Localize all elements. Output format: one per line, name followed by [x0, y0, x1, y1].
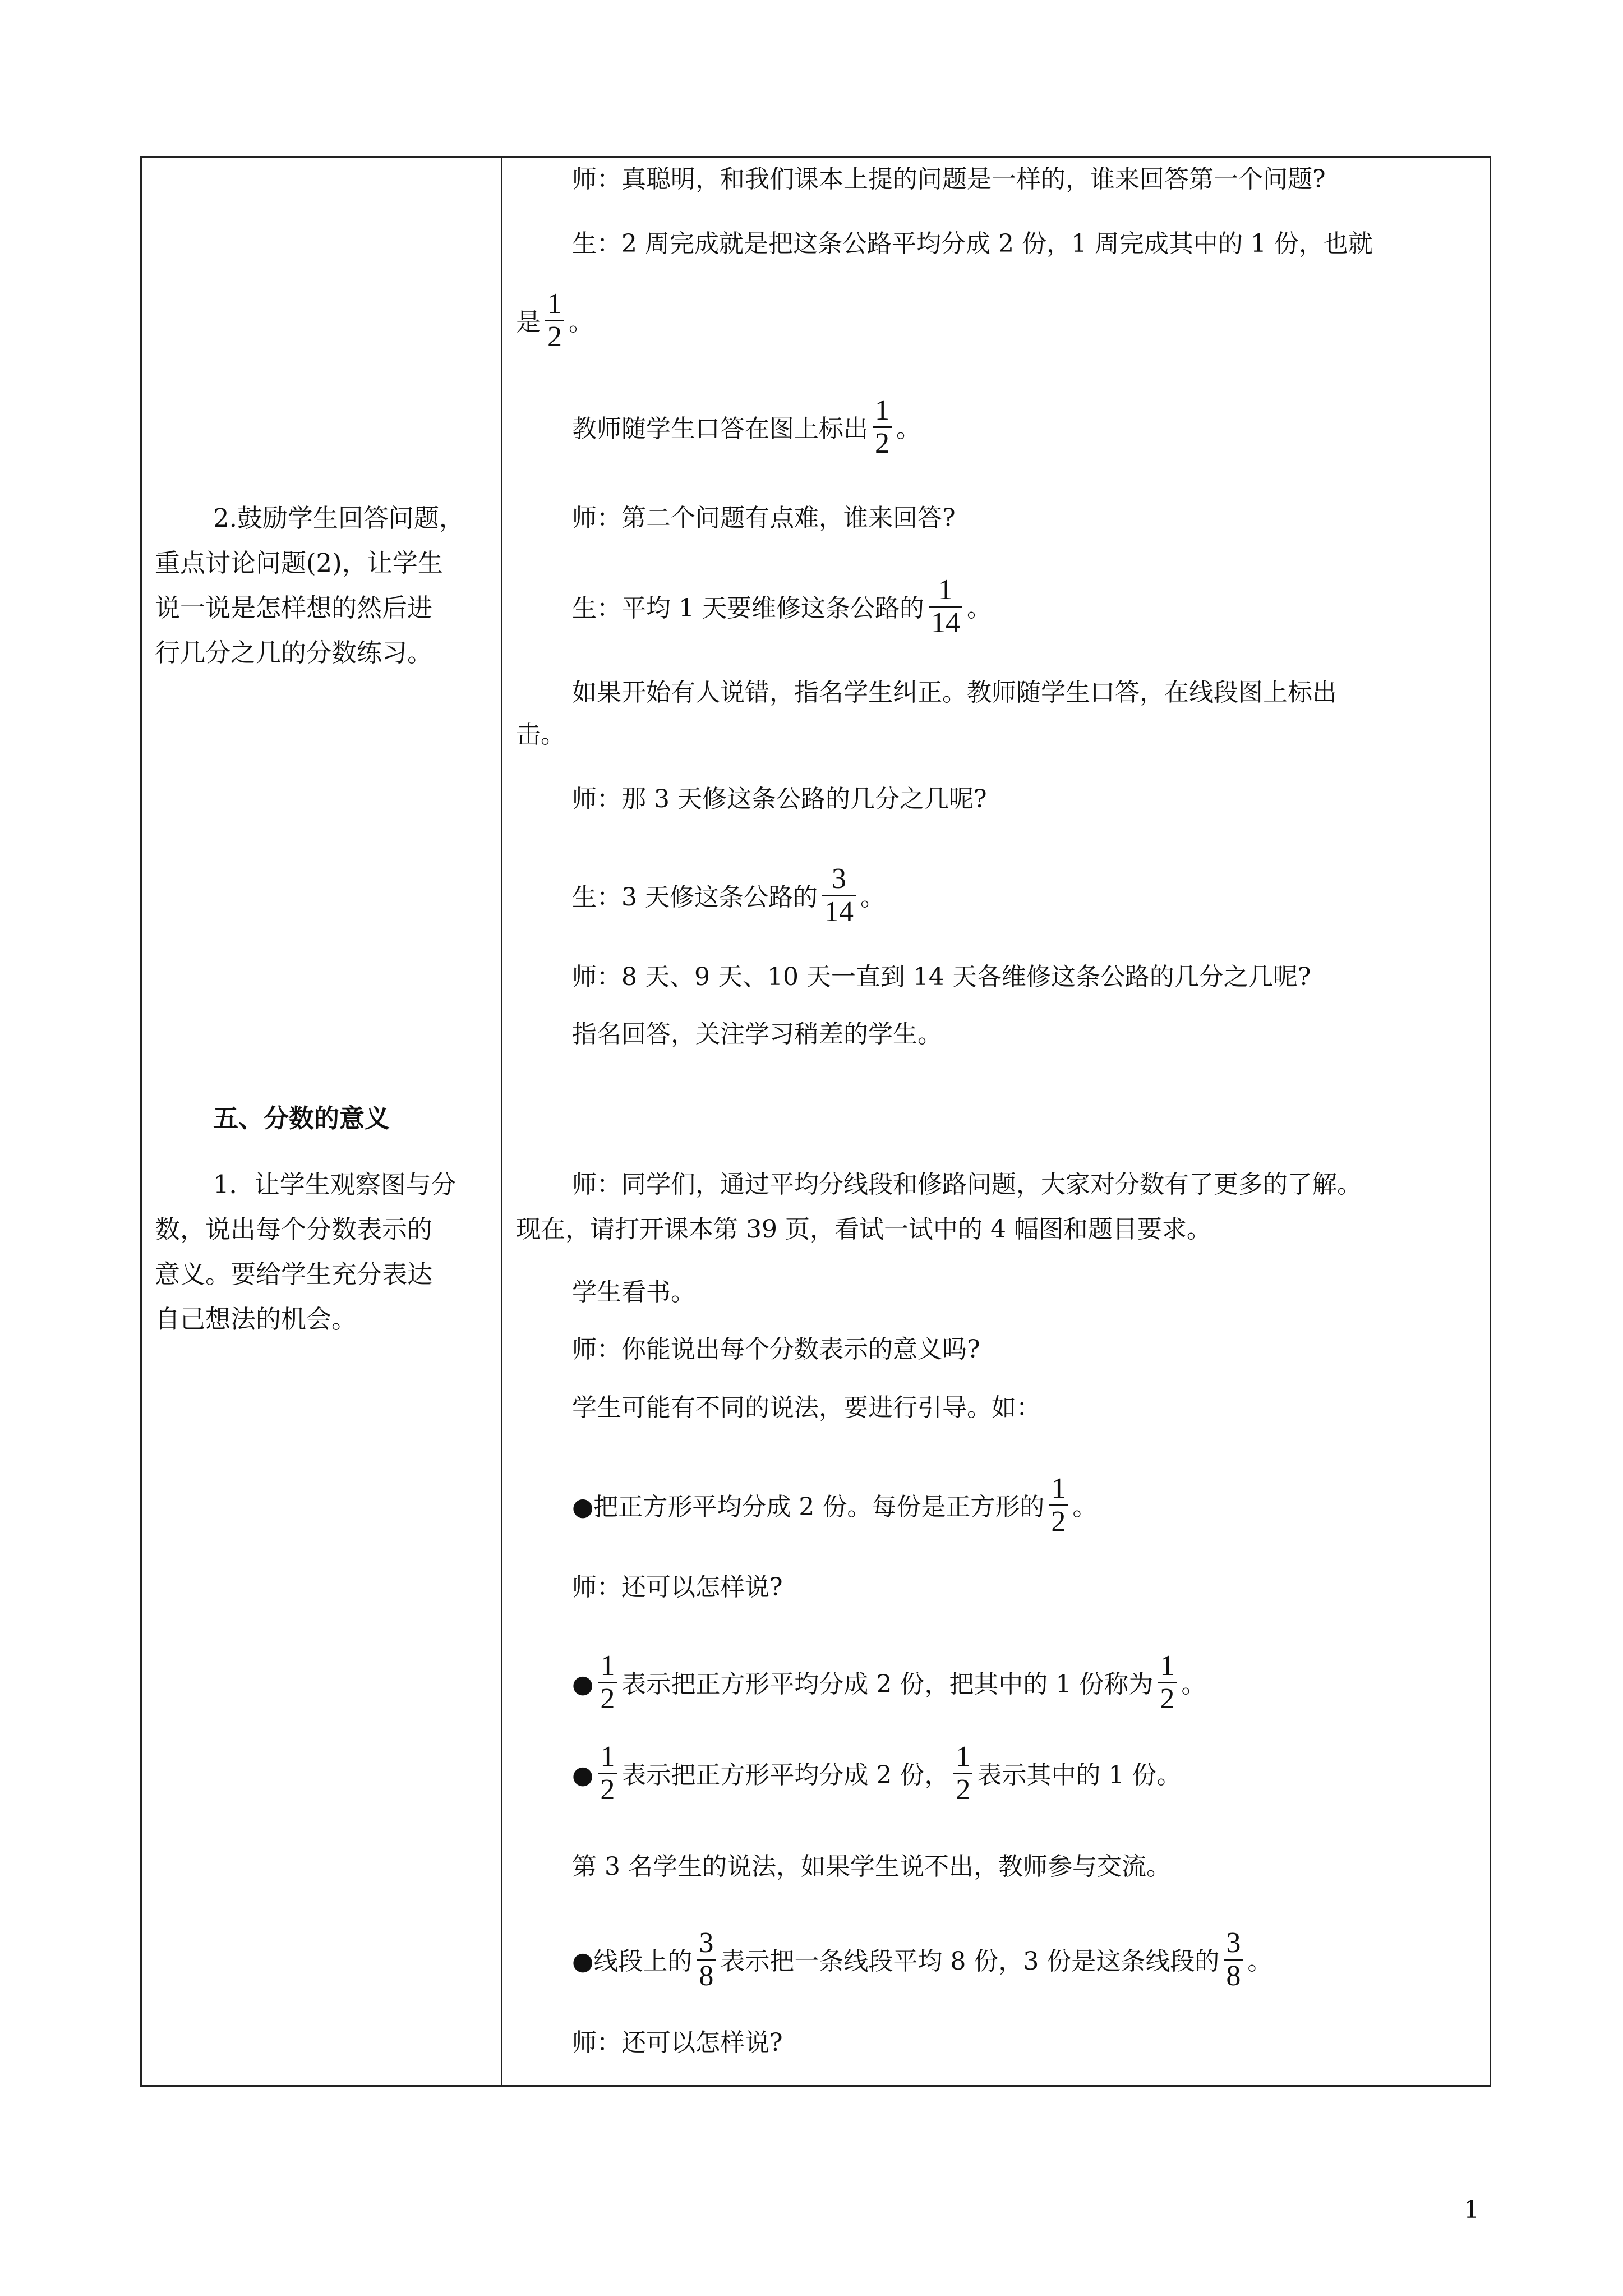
left-item1-line1: 1．让学生观察图与分 [213, 1170, 457, 1199]
teacher-line-7: 师：还可以怎样说? [572, 1573, 783, 1602]
teacher-line-4: 师：8 天、9 天、10 天一直到 14 天各维修这条公路的几分之几呢? [572, 963, 1311, 991]
teacher-mark-line: 教师随学生口答在图上标出 $\frac{1}{2}$ 。 [572, 394, 921, 459]
fraction-one-half: $\frac{1}{2}$ [873, 395, 892, 459]
teacher-line-2: 师：第二个问题有点难，谁来回答? [572, 504, 956, 532]
fraction-three-eighths: $\frac{3}{8}$ [1224, 1927, 1243, 1992]
fraction-one-half: $\frac{1}{2}$ [598, 1741, 617, 1806]
left-item1-line3: 意义。要给学生充分表达 [155, 1259, 433, 1289]
correction-line-cont: 击。 [516, 720, 565, 749]
instruction-line: 指名回答，关注学习稍差的学生。 [572, 1020, 942, 1048]
teacher-line-6: 师：你能说出每个分数表示的意义吗? [572, 1335, 980, 1364]
answer-bullet-1: ●把正方形平均分成 2 份。每份是正方形的 $\frac{1}{2}$ 。 [572, 1473, 1098, 1538]
answer-bullet-3: ● $\frac{1}{2}$ 表示把正方形平均分成 2 份， $\frac{1}{2}$ 表示其中的 1 份。 [572, 1741, 1182, 1806]
page-number: 1 [1464, 2196, 1479, 2224]
answer-bullet-2: ● $\frac{1}{2}$ 表示把正方形平均分成 2 份，把其中的 1 份称为 $\frac{1}{2}$ 。 [572, 1650, 1206, 1715]
fraction-one-fourteenth: $\frac{1}{14}$ [929, 574, 962, 639]
guidance-line: 学生可能有不同的说法，要进行引导。如： [572, 1393, 1041, 1422]
left-item2-line4: 行几分之几的分数练习。 [155, 638, 433, 668]
left-item2-line1: 2.鼓励学生回答问题， [213, 503, 464, 533]
fraction-one-half: $\frac{1}{2}$ [953, 1741, 972, 1806]
fraction-one-half: $\frac{1}{2}$ [1049, 1473, 1068, 1538]
student-line-3: 生：3 天修这条公路的 $\frac{3}{14}$ 。 [572, 863, 885, 928]
teacher-line-5-cont: 现在，请打开课本第 39 页，看试一试中的 4 幅图和题目要求。 [516, 1215, 1211, 1244]
teacher-line-8: 师：还可以怎样说? [572, 2028, 783, 2057]
student-line-1-cont: 是 $\frac{1}{2}$ 。 [516, 288, 593, 353]
fraction-three-fourteenths: $\frac{3}{14}$ [822, 863, 856, 928]
fraction-three-eighths: $\frac{3}{8}$ [697, 1927, 716, 1992]
student-reading-line: 学生看书。 [572, 1278, 695, 1306]
column-divider [501, 158, 502, 2085]
correction-line: 如果开始有人说错，指名学生纠正。教师随学生口答，在线段图上标出 [572, 678, 1337, 707]
left-item2-line2: 重点讨论问题(2)，让学生 [155, 548, 443, 578]
teacher-line-5: 师：同学们，通过平均分线段和修路问题，大家对分数有了更多的了解。 [572, 1170, 1362, 1199]
teacher-line-3: 师：那 3 天修这条公路的几分之几呢? [572, 785, 987, 813]
fraction-one-half: $\frac{1}{2}$ [598, 1650, 617, 1715]
fraction-one-half: $\frac{1}{2}$ [545, 288, 564, 353]
left-item2-line3: 说一说是怎样想的然后进 [155, 593, 433, 623]
fraction-one-half: $\frac{1}{2}$ [1158, 1650, 1177, 1715]
left-item1-line4: 自己想法的机会。 [155, 1304, 357, 1334]
student-line-1: 生：2 周完成就是把这条公路平均分成 2 份，1 周完成其中的 1 份，也就 [572, 229, 1373, 258]
teacher-participation-line: 第 3 名学生的说法，如果学生说不出，教师参与交流。 [572, 1852, 1171, 1881]
section-title-meaning-of-fractions: 五、分数的意义 [213, 1103, 390, 1133]
teacher-line-1: 师：真聪明，和我们课本上提的问题是一样的，谁来回答第一个问题? [572, 165, 1326, 194]
answer-bullet-4: ●线段上的 $\frac{3}{8}$ 表示把一条线段平均 8 份，3 份是这条线段的 $\frac{3}{8}$ 。 [572, 1927, 1272, 1992]
student-line-2: 生：平均 1 天要维修这条公路的 $\frac{1}{14}$ 。 [572, 574, 992, 639]
left-item1-line2: 数，说出每个分数表示的 [155, 1214, 433, 1244]
